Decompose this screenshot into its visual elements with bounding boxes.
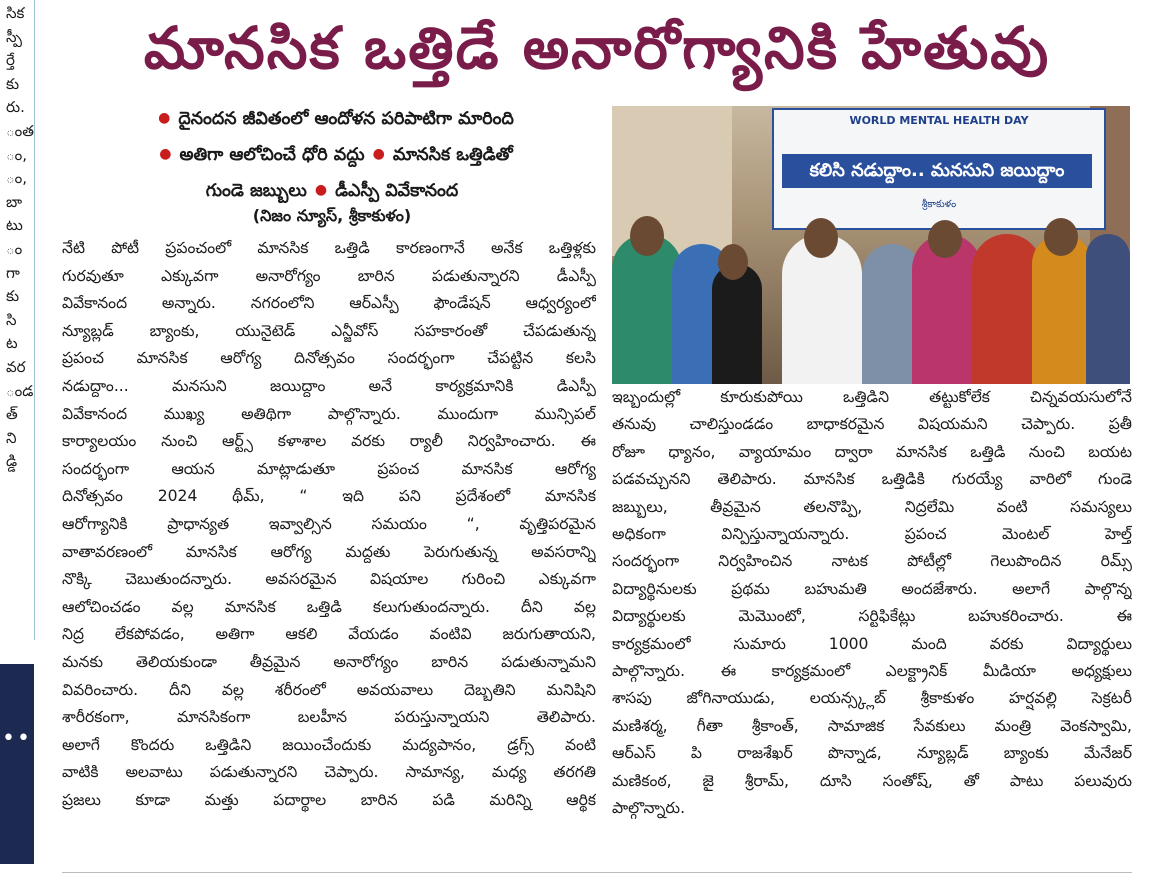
person-head [1044, 218, 1078, 256]
strip-fragment: కు [6, 74, 20, 93]
subheadline-text: దైనందన జీవితంలో ఆందోళన పరిపాటిగా మారింది [178, 109, 514, 129]
subheadline-2 [62, 137, 602, 172]
body-line: విద్యార్థినులకు ప్రథమ బహుమతి అందజేశారు. అలాగే పాల్గొన్న [612, 579, 1132, 598]
strip-fragment: ం [6, 239, 23, 258]
banner-top-text: WORLD MENTAL HEALTH DAY [849, 114, 1029, 127]
body-line: నడుద్దాం... మనసుని జయిద్దాం అనే కార్యక్రమానికి డిఎస్పీ [62, 376, 596, 395]
person-head [718, 244, 748, 280]
body-line: పాల్గొన్నారు. [612, 799, 686, 818]
body-line: శారీరకంగా, మానసికంగా బలహీన పరుస్తున్నాయని తెలిపారు. [62, 708, 596, 727]
adjacent-dark-panel [0, 664, 34, 864]
body-line: వివరించారు. దీని వల్ల శరీరంలో అవయవాలు దెబ్బతిని మనిషిని [62, 680, 596, 699]
strip-fragment: వర [6, 357, 26, 376]
body-line: ప్రజలు కూడా మత్తు పదార్థాల బారిన పడి మరిన్ని ఆర్థిక [62, 790, 596, 809]
strip-fragment: త్ [6, 405, 18, 424]
bullet-icon: ● [372, 146, 385, 162]
body-line: న్యూబ్లడ్ బ్యాంకు, యునైటెడ్ ఎన్జీవోస్ సహకారంతో చేపడుతున్న [62, 321, 596, 340]
adjacent-article-fragment [0, 0, 35, 640]
person [712, 264, 762, 384]
strip-fragment: డ్డి [6, 452, 18, 471]
strip-fragment: ట [6, 334, 18, 353]
body-line: వాటికి అలవాటు పడుతున్నారని చెప్పారు. సామాన్య, మధ్య తరగతి [62, 763, 596, 782]
strip-fragment: ని [6, 428, 17, 447]
strip-fragment: ం, [6, 145, 28, 164]
byline: (నిజం న్యూస్, శ్రీకాకుళం) [252, 206, 412, 225]
body-line: నేటి పోటీ ప్రపంచంలో మానసిక ఒత్తిడి కారణంగానే అనేక ఒత్తిళ్లకు [62, 239, 596, 257]
body-line: వాతావరణంలో మానసిక ఆరోగ్య మద్దతు పెరుగుతున్న అవసరాన్ని [62, 542, 596, 561]
body-line: వివేకానంద అన్నారు. నగరంలోని ఆర్ఎస్పీ ఫౌండేషన్ ఆధ్వర్యంలో [62, 294, 596, 313]
body-line: నిద్ర లేకపోవడం, అతిగా ఆకలి వేయడం వంటివి జరుగుతాయని, [62, 625, 596, 644]
bottom-rule [62, 872, 1132, 873]
body-line: ఇబ్బందుల్లో కూరుకుపోయి ఒత్తిడిని తట్టుకోలేక చిన్నవయసులోనే [612, 388, 1132, 406]
strip-fragment: ంత [6, 121, 34, 140]
strip-fragment: సిక [6, 4, 25, 22]
body-line: పడవచ్చునని తెలిపారు. మానసిక ఒత్తిడికి గురయ్యే వారిలో గుండె [612, 470, 1132, 489]
bullet-icon: ● [158, 110, 171, 126]
article-headline: మానసిక ఒత్తిడే అనారోగ్యానికి హేతువు [143, 14, 1051, 82]
strip-fragment: కు [6, 287, 20, 306]
body-line: అధికంగా విన్పిస్తున్నాయన్నారు. ప్రపంచ మెంటల్ హెల్త్ [612, 525, 1132, 544]
body-line: ఆర్ఎస్ పి రాజశేఖర్ పొన్నాడ, న్యూబ్లడ్ బ్యాంకు మేనేజర్ [612, 744, 1132, 763]
strip-fragment: గా [6, 263, 20, 282]
strip-fragment: బా [6, 192, 23, 211]
banner-main-text: కలిసి నడుద్దాం.. మనసుని జయిద్దాం [782, 154, 1092, 188]
body-line: రోజూ ధ్యానం, వ్యాయామం ద్వారా మానసిక ఒత్తిడి నుంచి బయట [612, 442, 1132, 461]
person-head [928, 220, 962, 258]
body-line: పాల్గొన్నారు. ఈ కార్యక్రమంలో ఎలక్ట్రానిక్ మీడియా అధ్యక్షులు [612, 662, 1132, 681]
strip-fragment: సి [6, 310, 17, 329]
body-line: జబ్బులు, తీవ్రమైన తలనొప్పి, నిద్రలేమి వంటి సమస్యలు [612, 497, 1132, 516]
body-line: ఆరోగ్యానికి ప్రాధాన్యత ఇవ్వాల్సిన సమయం “, వృత్తిపరమైన [62, 514, 596, 533]
subheadline-3 [62, 173, 602, 208]
photo-people [612, 216, 1130, 384]
event-photo [612, 106, 1130, 384]
body-line: మణిశర్మ, గీతా శ్రీకాంత్, సామాజిక సేవకులు మంత్రి వెంకస్వామి, [612, 716, 1132, 735]
strip-fragment: ండ [6, 381, 34, 400]
subheadline-text: మానసిక ఒత్తిడితో [392, 145, 513, 165]
body-line: తనువు చాలిస్తుండడం బాధాకరమైన విషయమని చెప్పారు. ప్రతీ [612, 415, 1132, 434]
body-line: శాసపు జోగినాయుడు, లయన్స్క్లబ్ శ్రీకాకుళం హర్షవల్లి సెక్రటరీ [612, 689, 1132, 708]
strip-fragment: టు [6, 216, 23, 235]
person-head [804, 218, 838, 258]
strip-fragment: ర్తే [6, 51, 15, 70]
panel-dots: •• [2, 726, 32, 751]
strip-fragment: ం, [6, 169, 28, 188]
subheadline-text: డీఎస్పీ వివేకానంద [335, 181, 459, 201]
body-line: మనకు తెలియకుండా తీవ్రమైన అనారోగ్యం బారిన పడుతున్నామని [62, 652, 596, 671]
bullet-icon: ● [314, 182, 328, 198]
body-line: కార్యక్రమంలో సుమారు 1000 మంది వరకు విద్యార్థులు [612, 634, 1132, 653]
person [1086, 234, 1130, 384]
article-body-left [62, 235, 596, 814]
body-line: సందర్భంగా ఆయన మాట్లాడుతూ ప్రపంచ మానసిక ఆరోగ్య [62, 459, 596, 478]
photo-banner [772, 108, 1106, 230]
bullet-icon: ● [159, 146, 172, 162]
strip-fragment: రు. [6, 98, 25, 117]
strip-fragment: స్పీ [6, 27, 22, 46]
body-line: అలాగే కొందరు ఒత్తిడిని జయించేందుకు మద్యపానం, డ్రగ్స్ వంటి [62, 735, 596, 754]
body-line: విద్యార్థులకు మెమొంటో, సర్టిఫికేట్లు బహుకరించారు. ఈ [612, 607, 1132, 626]
body-line: ప్రపంచ మానసిక ఆరోగ్య దినోత్సవం సందర్భంగా చేపట్టిన కలసి [62, 349, 596, 368]
article-body-right [612, 384, 1132, 823]
subheadline-text: అతిగా ఆలోచించే ధోరి వద్దు [179, 145, 365, 165]
person [1032, 234, 1092, 384]
subheadline-1 [62, 101, 602, 136]
body-line: సందర్భంగా నిర్వహించిన నాటక పోటీల్లో గెలుపొందిన రిమ్స్ [612, 552, 1132, 571]
banner-bottom-text: శ్రీకాకుళం [921, 199, 957, 210]
body-line: మణికంఠ, జై శ్రీరామ్, దూసి సంతోష్, తో పాటు పలువురు [612, 771, 1132, 790]
body-line: దినోత్సవం 2024 థీమ్, “ ఇది పని ప్రదేశంలో మానసిక [62, 487, 596, 506]
subheadline-text: గుండె జబ్బులు [205, 181, 307, 201]
body-line: వివేకానంద ముఖ్య అతిథిగా పాల్గొన్నారు. ముందుగా మున్సిపల్ [62, 404, 596, 423]
body-line: నొక్కి చెబుతుందన్నారు. అవసరమైన విషయాల గురించి ఎక్కువగా [62, 570, 596, 589]
person-head [630, 216, 664, 256]
body-line: ఆలోచించడం వల్ల మానసిక ఒత్తిడి కలుగుతుందన్నారు. దీని వల్ల [62, 597, 596, 616]
body-line: గురవుతూ ఎక్కువగా అనారోగ్యం బారిన పడుతున్నారని డీఎస్పీ [62, 266, 596, 285]
body-line: కార్యాలయం నుంచి ఆర్ట్స్ కళాశాల వరకు ర్యాలీ నిర్వహించారు. ఈ [62, 432, 596, 451]
